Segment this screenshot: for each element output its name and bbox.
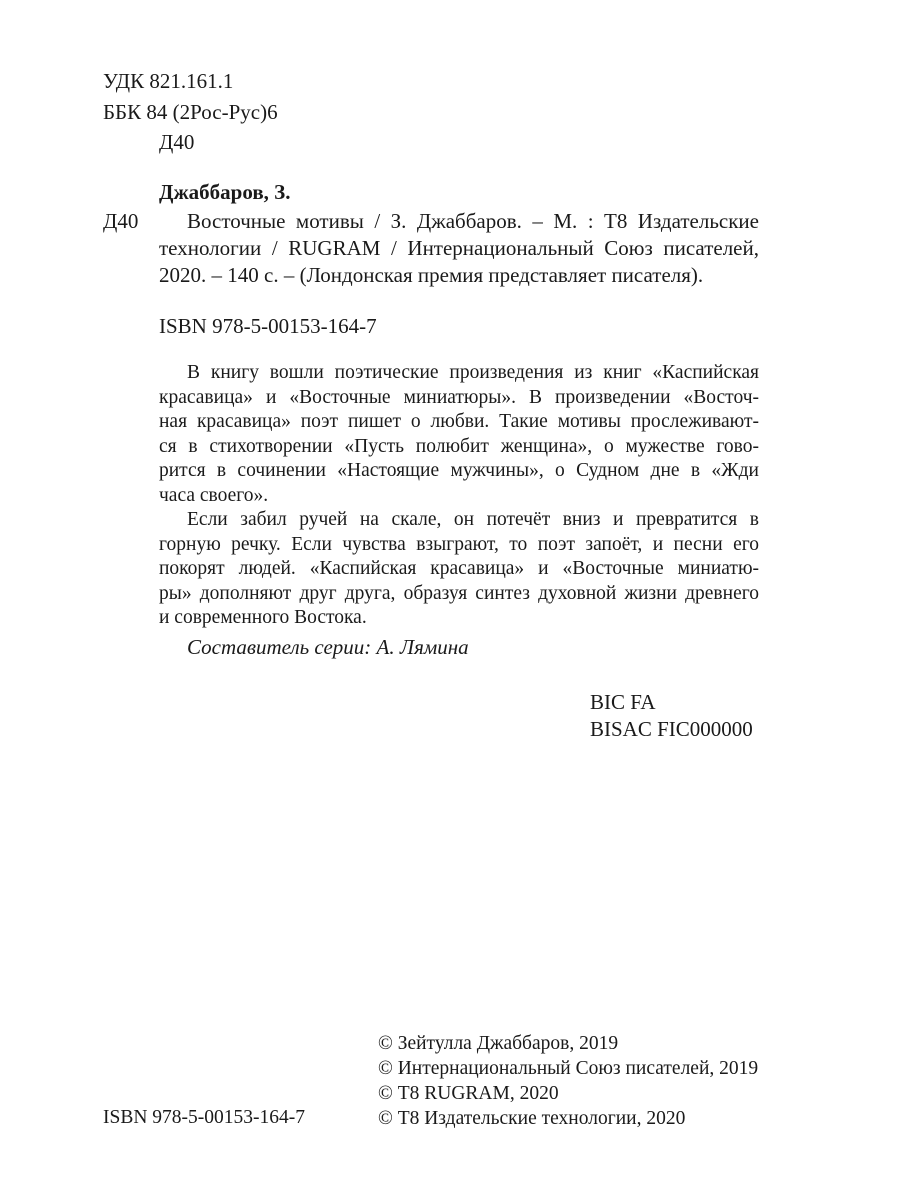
bbk-code: ББК 84 (2Рос-Рус)6 [103, 100, 278, 124]
annotation-line: покорят людей. «Каспийская красавица» и «Восточные миниатю- [159, 558, 759, 579]
record-line-2: технологии / RUGRAM / Интернациональный Союз писателей, [159, 236, 759, 260]
annotation-line: ры» дополняют друг друга, образуя синтез духовной жизни древнего [159, 582, 759, 604]
record-line-3: 2020. – 140 с. – (Лондонская премия представляет писателя). [159, 263, 704, 287]
annotation-line: красавица» и «Восточные миниатюры». В произведении «Восточ- [159, 386, 759, 408]
bic-code: BIC FA [590, 690, 656, 714]
annotation-line: В книгу вошли поэтические произведения из книг «Каспийская [187, 362, 759, 383]
annotation-line: и современного Востока. [159, 607, 367, 628]
copyright-line: © Зейтулла Джаббаров, 2019 [378, 1033, 619, 1054]
annotation-line: ся в стихотворении «Пусть полюбит женщина», о мужестве гово- [159, 435, 759, 457]
udk-code: УДК 821.161.1 [103, 69, 234, 93]
annotation [159, 361, 759, 631]
annotation-line: часа своего». [159, 484, 269, 506]
record-line-1: Восточные мотивы / З. Джаббаров. – М. : Т8 Издательские [187, 209, 759, 233]
copyright-line: © Интернациональный Союз писателей, 2019 [378, 1058, 759, 1079]
record-mark: Д40 [103, 209, 139, 233]
series-compiler: Составитель серии: А. Лямина [187, 635, 469, 659]
isbn-record: ISBN 978-5-00153-164-7 [159, 314, 377, 338]
author-mark: Д40 [159, 130, 195, 154]
bisac-code: BISAC FIC000000 [590, 717, 753, 741]
annotation-line: ная красавица» поэт пишет о любви. Такие мотивы прослеживают- [159, 411, 759, 432]
annotation-line: горную речку. Если чувства взыграют, то поэт запоёт, и песни его [159, 533, 759, 555]
annotation-line: Если забил ручей на скале, он потечёт вниз и превратится в [187, 509, 759, 530]
copyright-line: © Т8 RUGRAM, 2020 [378, 1083, 559, 1104]
annotation-line: рится в сочинении «Настоящие мужчины», о Судном дне в «Жди [159, 460, 759, 481]
author-heading: Джаббаров, З. [159, 180, 291, 204]
isbn-bottom: ISBN 978-5-00153-164-7 [103, 1107, 306, 1128]
copyright-line: © Т8 Издательские технологии, 2020 [378, 1108, 686, 1129]
